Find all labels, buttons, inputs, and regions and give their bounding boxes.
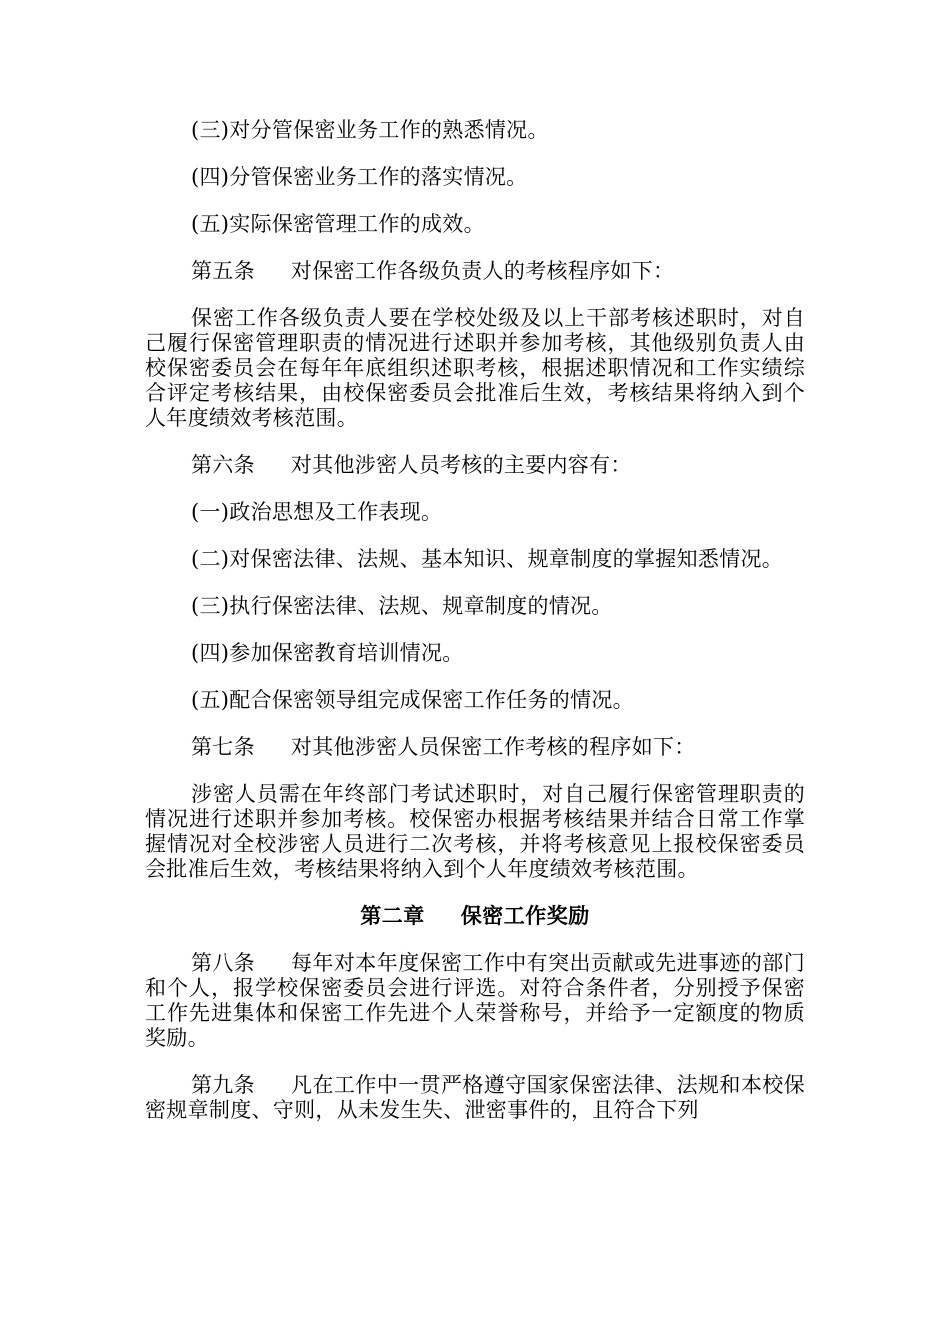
article-number: 第七条 xyxy=(191,735,255,759)
article-text: 对保密工作各级负责人的考核程序如下： xyxy=(290,259,675,283)
article-number: 第八条 xyxy=(191,951,255,975)
article-6-heading xyxy=(145,453,805,478)
paragraph-item-3b: (三)执行保密法律、法规、规章制度的情况。 xyxy=(191,594,613,618)
article-5-body: 保密工作各级负责人要在学校处级及以上干部考核述职时，对自己履行保密管理职责的情况进行述职并参加考核，其他级别负责人由校保密委员会在每年年底组织述职考核，根据述职情况和工作实绩综合评定考核结果，由校保密委员会批准后生效，考核结果将纳入到个人年度绩效考核范围。 xyxy=(145,306,805,430)
article-5-heading xyxy=(145,259,805,284)
paragraph-item-5b: (五)配合保密领导组完成保密工作任务的情况。 xyxy=(191,688,634,712)
chapter-title: 保密工作奖励 xyxy=(460,904,590,928)
article-7-heading xyxy=(145,735,805,760)
paragraph-item-4b: (四)参加保密教育培训情况。 xyxy=(191,641,464,665)
article-text: 对其他涉密人员考核的主要内容有： xyxy=(290,453,632,477)
article-number: 第六条 xyxy=(191,453,255,477)
article-text: 每年对本年度保密工作中有突出贡献或先进事迹的部门和个人，报学校保密委员会进行评选。对符合条件者，分别授予保密工作先进集体和保密工作先进个人荣誉称号，并给予一定额度的物质奖励。 xyxy=(145,951,805,1050)
article-9 xyxy=(145,1073,805,1123)
article-7-body: 涉密人员需在年终部门考试述职时，对自己履行保密管理职责的情况进行述职并参加考核。校保密办根据考核结果并结合日常工作掌握情况对全校涉密人员进行二次考核，并将考核意见上报校保密委员会批准后生效，考核结果将纳入到个人年度绩效考核范围。 xyxy=(145,782,805,881)
paragraph-item-1: (一)政治思想及工作表现。 xyxy=(191,500,443,524)
article-text: 凡在工作中一贯严格遵守国家保密法律、法规和本校保密规章制度、守则，从未发生失、泄密事件的，且符合下列 xyxy=(145,1073,805,1122)
article-text: 对其他涉密人员保密工作考核的程序如下： xyxy=(290,735,696,759)
chapter-number: 第二章 xyxy=(360,904,425,928)
paragraph-item-3: (三)对分管保密业务工作的熟悉情况。 xyxy=(191,118,549,142)
paragraph-item-2: (二)对保密法律、法规、基本知识、规章制度的掌握知悉情况。 xyxy=(191,547,784,571)
paragraph-item-4: (四)分管保密业务工作的落实情况。 xyxy=(191,165,528,189)
article-8 xyxy=(145,951,805,1051)
article-number: 第九条 xyxy=(191,1073,255,1097)
chapter-heading xyxy=(145,904,805,929)
paragraph-item-5: (五)实际保密管理工作的成效。 xyxy=(191,212,485,236)
article-number: 第五条 xyxy=(191,259,255,283)
document-body xyxy=(145,118,805,1145)
